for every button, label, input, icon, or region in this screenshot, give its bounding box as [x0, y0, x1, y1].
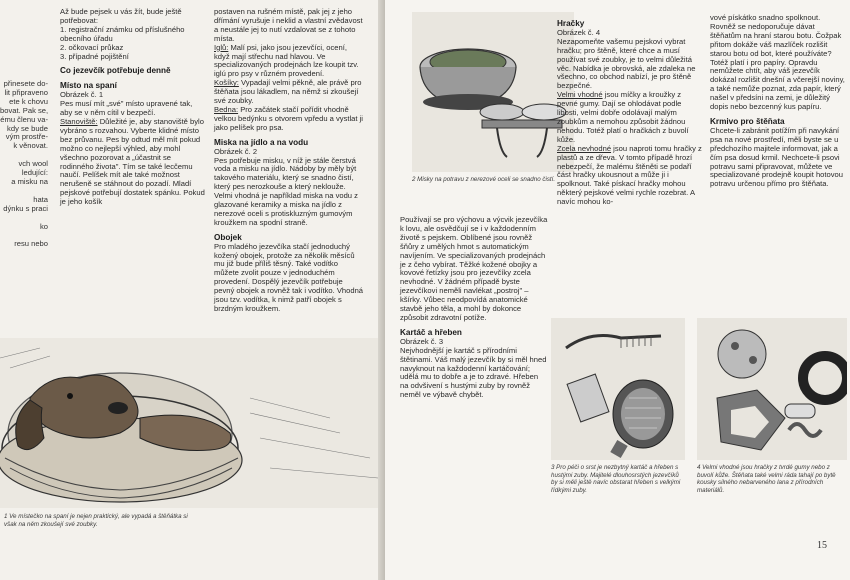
fragment-line: vým prostře- [5, 132, 48, 142]
heading: Krmivo pro štěňata [710, 116, 785, 126]
paragraph: Používají se pro výchovu a výcvik jezevčíka k lovu, ale osvědčují se i v každodenním životě s pejskem. Oblíbené jsou rovněž šňůry z umělých hmot s automatickým navíjením. Ve specializovaných prodejnách je z čeho vybírat. Těžké kožené obojky a kovové řetízky jsou pro jezevčíky zcela nevhodné. V žádném případě byste jezevčíkovi neměli navlékat „postroj" – kšírky. Vůbec neodpovídá anatomické stavbě jeho těla, a mohl by dokonce způsobit zdravotní potíže. [400, 215, 548, 322]
term: Košíky: [214, 78, 239, 88]
bowls-illustration [412, 12, 574, 172]
brush-comb-illustration [551, 318, 685, 460]
fragment-line: ému členu va- [0, 114, 48, 124]
fragment-line: vch wool [18, 159, 48, 169]
term: Stanoviště: [60, 116, 98, 126]
right-page [385, 0, 850, 580]
term: Bedna: [214, 104, 239, 114]
fragment-line: ledující: [21, 168, 48, 178]
paragraph: Velmi vhodné jsou míčky a kroužky z pevné gumy. Dají se ohlodávat podle libosti, velmi dobře odolávají malým zoubkům a nemohou způsobit žádnou nehodu. Totéž platí o hračkách z buvolí kůže. [557, 90, 689, 144]
paragraph: vové pískátko snadno spolknout. Rovněž se nedoporučuje dávat štěňatům na hraní starou botu. Čožpak přitom dokáže váš mazlíček rozlišit starou botu od bot, které používáte? Totéž platí i pro papíry. Opravdu nemůžete chtít, aby váš jezevčík dokázal rozlišit dnešní a včerejší noviny, a také nemůže poznat, zda papír, který našel v předsíni na zemi, je důležitý dopis nebo bezcenný kus papíru. [710, 13, 845, 112]
page-number: 15 [817, 540, 827, 551]
paragraph: Iglů: Malí psi, jako jsou jezevčíci, ocení, když mají střechu nad hlavou. Ve specializovaných prodejnách lze koupit tzv. iglú pro psy v různém provedení. [214, 42, 359, 79]
caption-1: 1 Ve místečko na spaní je nejen praktický, ale vypadá a štěňátka si však na něm zkoušejí své zoubky. [4, 513, 188, 528]
heading: Miska na jídlo a na vodu [214, 137, 309, 147]
fragment-line: k věnovat. [13, 141, 48, 151]
term: Iglů: [214, 42, 229, 52]
paragraph: 1. registrační známku od příslušného obecního úřadu [60, 24, 185, 43]
paragraph: Obrázek č. 3 [400, 336, 444, 346]
paragraph: Obrázek č. 1 [60, 90, 104, 100]
right-column-b [557, 14, 703, 207]
fragment-line: ko [39, 221, 48, 231]
paragraph: Obrázek č. 4 [557, 27, 601, 37]
fragment-line: kdy se bude [7, 123, 48, 133]
paragraph: Nejvhodnější je kartáč s přírodními štětinami. Váš malý jezevčík by si měl hned navyknout na každodenní kartáčování; udělá mu to dobře a je to zdravé. Hřeben na odvšivení s hustými zuby by rovněž neměl ve výbavě chybět. [400, 345, 547, 400]
heading: Obojek [214, 232, 242, 242]
fragment-line: a misku na [11, 176, 48, 186]
right-column-a [400, 216, 548, 400]
paragraph: Pes musí mít „své" místo upravené tak, aby se v něm cítil v bezpečí. [60, 99, 193, 118]
paragraph: Nezapomeňte vašemu pejskovi vybrat hračku; pro štěně, které chce a musí používat své zoubky, je to velmi důležitá věc. Nabídka je obrovská, ale zdaleka ne všechno, co obchod nabízí, je pro štěně bezpečné. [557, 36, 696, 91]
fragment-line: hata [33, 194, 48, 204]
toys-illustration [697, 318, 847, 460]
fragment-line: bovat. Pak se, [0, 105, 48, 115]
paragraph: postaven na rušném místě, pak jej z jeho dřímání vyrušuje i neklid a vlastní zvědavost a neustále jej to nutí vzdalovat se z tohoto místa. [214, 7, 363, 43]
caption-2: 2 Misky na potravu z nerezové oceli se snadno čistí. [412, 176, 556, 183]
fragment-line: přinesete do- [3, 80, 48, 88]
paragraph: Obrázek č. 2 [214, 146, 258, 156]
paragraph: Stanoviště: Důležité je, aby stanoviště bylo vybráno s rozvahou. Vyberte klidné místo bez průvanu. Pes by odtud měl mít pokud možno co nejlepší výhled, aby mohl všechno pozorovat a „účastnit se rodinného života". Tím se také lecčemu naučí. Pelíšek mít ale také možnost nerušeně se stáhnout do pozadí. Mladí pejskové potřebují dostatek spánku. Pokud je jeho košík [60, 116, 205, 207]
heading: Kartáč a hřeben [400, 327, 462, 337]
heading: Co jezevčík potřebuje denně [60, 66, 171, 76]
heading: Místo na spaní [60, 81, 117, 91]
term: Velmi vhodné [557, 90, 603, 100]
dog-in-basket-illustration [0, 338, 378, 508]
paragraph: Až bude pejsek u vás žít, bude ještě potřebovat: [60, 7, 182, 25]
caption-4: 4 Velmi vhodné jsou hračky z tvrdé gumy nebo z buvolí kůže. Štěňata také velmi ráda tahají po bytě kousky silného nebarveného lana z přírodních materiálů. [697, 464, 836, 494]
fragment-line: lit připraveno [4, 87, 48, 97]
fragment-line: ete k chovu [9, 96, 48, 106]
paragraph: Zcela nevhodné jsou naproti tomu hračky z plastů a ze dřeva. V tomto případě hrozí nebezpečí, že malému štěněti se podaří část hračky ukousnout a může ji i spolknout. Také pískací hračky mohou některý pejskové velmi rychle rozebrat. A navíc mohou ko- [557, 143, 702, 207]
left-column-3 [214, 8, 364, 314]
paragraph: Pro mladého jezevčíka stačí jednoduchý kožený obojek, protože za několik měsíců mu již bude příliš těsný. Také vodítko můžete zvolit pouze v jednoduchém provedení. Dospělý jezevčík potřebuje pevný obojek a rovněž tak i vodítko. Vhodná jsou tzv. vodítka, k nimž patří obojek s brzdným kroužkem. [214, 241, 364, 313]
fragment-line: resu nebo [14, 239, 48, 249]
paragraph: 3. případné pojištění [60, 51, 129, 61]
paragraph: 2. očkovací průkaz [60, 42, 124, 52]
paragraph: Pes potřebuje misku, v níž je stále čerstvá voda a misku na jídlo. Nádoby by měly být takového materiálu, který se snadno čistí, který pes nerozkouše a který neklouže. Velmi vhodná je například miska na vodu z glazované keramiky a miska na jídlo z nerezové oceli s protiskluzným gumovým kroužkem na spodní straně. [214, 155, 358, 227]
left-page [0, 0, 390, 580]
paragraph: Košíky: Vypadají velmi pěkně, ale právě pro štěňata jsou lákadlem, na němž si zkoušejí své zoubky. [214, 78, 362, 106]
term: Zcela nevhodné [557, 143, 612, 153]
left-column-2 [60, 8, 206, 207]
left-edge-fragment [0, 80, 48, 249]
heading: Hračky [557, 19, 585, 28]
paragraph: Bedna: Pro začátek stačí pořídit vhodně velkou bedýnku s otvorem vpředu a vystlat ji jako pelíšek pro psa. [214, 104, 363, 132]
right-column-c [710, 14, 845, 189]
paragraph: Chcete-li zabránit potížím při navykání psa na nové prostředí, měli byste se u předchozího majitele informovat, jak a čím psa dosud krmil. Nechcete-li psovi potravu sami připravovat, můžete ve specializované prodejně koupit hotovou potravu určenou přímo pro štěňata. [710, 125, 843, 189]
fragment-line: dýnku s praci [3, 203, 48, 213]
caption-3: 3 Pro péči o srst je nezbytný kartáč a hřeben s hustými zuby. Majitelé dlouhosrstých jezevčíků by si měli ještě navíc obstarat hřeben s velkými řídkými zuby. [551, 464, 681, 494]
